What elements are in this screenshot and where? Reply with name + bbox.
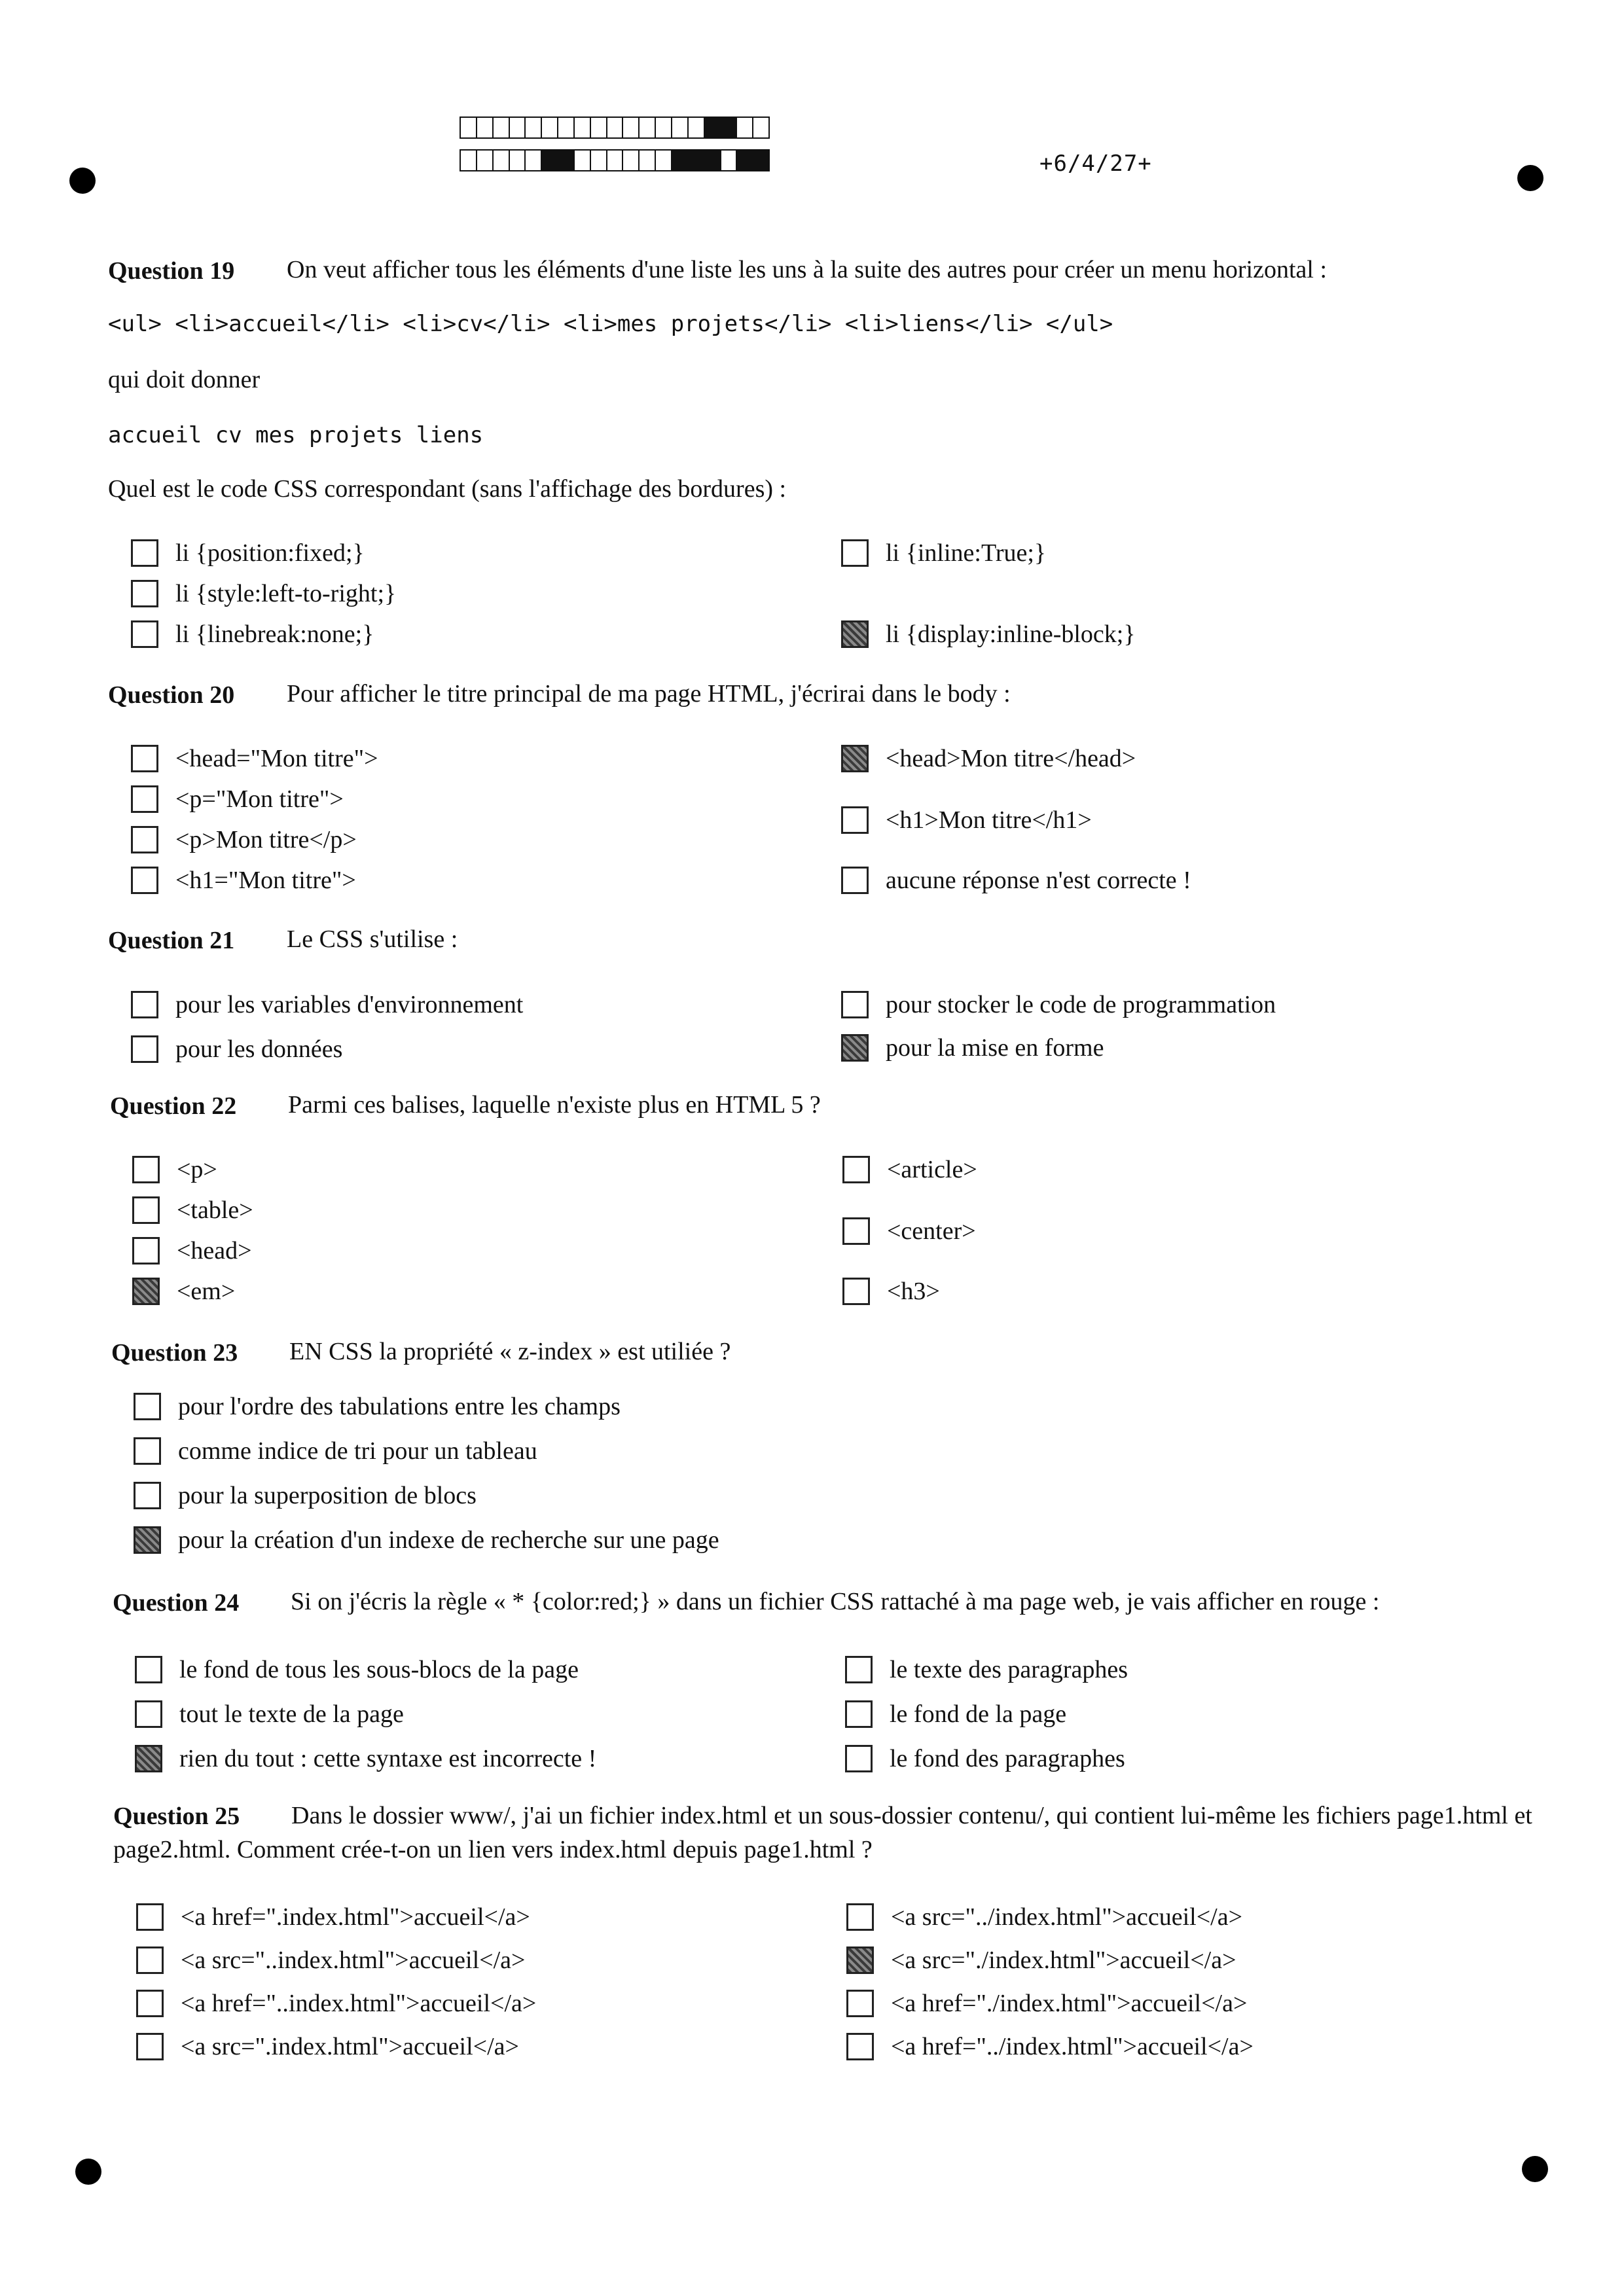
answer-option[interactable]: [846, 1945, 1236, 1975]
answer-option[interactable]: [131, 990, 523, 1020]
barcode-top-cell: [524, 117, 542, 139]
answer-option[interactable]: [135, 1744, 596, 1774]
option-label: pour stocker le code de programmation: [886, 991, 1276, 1018]
checkbox[interactable]: [841, 745, 869, 772]
barcode-top-cell: [590, 117, 607, 139]
barcode-bottom-cell: [573, 149, 591, 171]
checkbox[interactable]: [134, 1437, 161, 1465]
option-label: li {position:fixed;}: [175, 539, 365, 567]
barcode-top-cell: [509, 117, 526, 139]
checkbox[interactable]: [131, 826, 158, 853]
answer-option[interactable]: [842, 1276, 940, 1306]
checkbox[interactable]: [132, 1237, 160, 1265]
option-label: le fond de tous les sous-blocs de la page: [179, 1656, 579, 1683]
checkbox[interactable]: [841, 806, 869, 834]
option-label: <head>Mon titre</head>: [886, 745, 1136, 772]
answer-option[interactable]: [845, 1655, 1128, 1685]
option-label: tout le texte de la page: [179, 1700, 404, 1728]
answer-option[interactable]: [841, 744, 1136, 774]
question-text-middle: qui doit donner: [108, 366, 261, 393]
checkbox[interactable]: [131, 539, 158, 567]
option-label: <h1>Mon titre</h1>: [886, 806, 1092, 834]
checkbox[interactable]: [842, 1217, 870, 1245]
answer-option[interactable]: [845, 1744, 1125, 1774]
checkbox[interactable]: [136, 1903, 164, 1931]
answer-option[interactable]: [131, 619, 374, 649]
checkbox[interactable]: [136, 1946, 164, 1974]
answer-option[interactable]: [132, 1276, 235, 1306]
option-label: <p="Mon titre">: [175, 785, 344, 813]
checkbox[interactable]: [131, 991, 158, 1018]
barcode-top-cell: [720, 117, 738, 139]
answer-option[interactable]: [131, 579, 396, 609]
option-label: le fond des paragraphes: [890, 1745, 1125, 1772]
page-id: +6/4/27+: [1039, 151, 1152, 177]
answer-option[interactable]: [846, 1902, 1242, 1932]
answer-option[interactable]: [136, 1988, 536, 2018]
barcode-top-cell: [687, 117, 705, 139]
question-title: Question 24: [113, 1589, 240, 1617]
answer-option[interactable]: [841, 865, 1191, 895]
checkbox[interactable]: [136, 2033, 164, 2060]
barcode-bottom-cell: [704, 149, 721, 171]
barcode-bottom-cell: [752, 149, 770, 171]
checkbox[interactable]: [845, 1745, 873, 1772]
option-label: <a href="../index.html">accueil</a>: [891, 2033, 1254, 2060]
barcode-bottom-cell: [541, 149, 558, 171]
checkbox[interactable]: [842, 1156, 870, 1183]
barcode-top-cell: [638, 117, 656, 139]
option-label: le texte des paragraphes: [890, 1656, 1128, 1683]
corner-mark-bottom-right: [1522, 2156, 1548, 2182]
barcode-top-cell: [752, 117, 770, 139]
option-label: li {display:inline-block;}: [886, 620, 1136, 648]
answer-option[interactable]: [132, 1195, 253, 1225]
checkbox[interactable]: [132, 1156, 160, 1183]
barcode-top-cell: [704, 117, 721, 139]
barcode-top-cell: [476, 117, 494, 139]
answer-option[interactable]: [131, 784, 344, 814]
checkbox[interactable]: [846, 2033, 874, 2060]
checkbox[interactable]: [131, 867, 158, 894]
option-label: pour les variables d'environnement: [175, 991, 524, 1018]
option-label: pour la création d'un indexe de recherche sur une page: [178, 1526, 719, 1554]
question-text: Si on j'écris la règle « * {color:red;} » dans un fichier CSS rattaché à ma page web, je vais afficher en rouge :: [291, 1588, 1380, 1615]
answer-option[interactable]: [136, 1945, 525, 1975]
question-title: Question 23: [111, 1339, 238, 1367]
code-sample: <ul> <li>accueil</li> <li>cv</li> <li>mes projets</li> <li>liens</li> </ul>: [108, 311, 1113, 337]
checkbox[interactable]: [135, 1745, 162, 1772]
answer-option[interactable]: [131, 825, 357, 855]
barcode-bottom-cell: [509, 149, 526, 171]
barcode-top-cell: [622, 117, 640, 139]
question-text: On veut afficher tous les éléments d'une liste les uns à la suite des autres pour créer un menu horizontal :: [287, 256, 1327, 283]
barcode-top-cell: [541, 117, 558, 139]
option-label: pour les données: [175, 1035, 343, 1063]
answer-option[interactable]: [132, 1236, 252, 1266]
option-label: li {inline:True;}: [886, 539, 1047, 567]
option-label: <head="Mon titre">: [175, 745, 378, 772]
checkbox[interactable]: [132, 1196, 160, 1224]
answer-option[interactable]: [846, 1988, 1247, 2018]
barcode-row-top: [460, 117, 768, 141]
barcode-bottom-cell: [655, 149, 672, 171]
barcode-top-cell: [492, 117, 510, 139]
checkbox[interactable]: [135, 1700, 162, 1728]
option-label: <a src=".index.html">accueil</a>: [181, 2033, 519, 2060]
answer-option[interactable]: [842, 1155, 977, 1185]
answer-option[interactable]: [841, 538, 1046, 568]
checkbox[interactable]: [841, 991, 869, 1018]
checkbox[interactable]: [131, 1035, 158, 1063]
barcode-top-cell: [671, 117, 689, 139]
option-label: comme indice de tri pour un tableau: [178, 1437, 537, 1465]
checkbox[interactable]: [132, 1278, 160, 1305]
checkbox[interactable]: [841, 620, 869, 648]
barcode-top-cell: [573, 117, 591, 139]
barcode-row-bottom: [460, 149, 768, 174]
checkbox[interactable]: [134, 1482, 161, 1509]
answer-option[interactable]: [132, 1155, 217, 1185]
option-label: rien du tout : cette syntaxe est incorrecte !: [179, 1745, 597, 1772]
question-text: EN CSS la propriété « z-index » est utiliée ?: [289, 1338, 731, 1365]
answer-option[interactable]: [841, 1033, 1104, 1063]
question-text: Pour afficher le titre principal de ma page HTML, j'écrirai dans le body :: [287, 680, 1011, 708]
option-label: li {linebreak:none;}: [175, 620, 374, 648]
answer-option[interactable]: [134, 1525, 719, 1555]
option-label: <em>: [177, 1278, 236, 1305]
option-label: pour la mise en forme: [886, 1034, 1104, 1062]
checkbox[interactable]: [134, 1393, 161, 1420]
checkbox[interactable]: [131, 785, 158, 813]
answer-option[interactable]: [841, 805, 1092, 835]
checkbox[interactable]: [846, 1990, 874, 2017]
checkbox[interactable]: [136, 1990, 164, 2017]
option-label: le fond de la page: [890, 1700, 1067, 1728]
barcode-top-cell: [736, 117, 753, 139]
option-label: li {style:left-to-right;}: [175, 580, 397, 607]
option-label: pour la superposition de blocs: [178, 1482, 477, 1509]
option-label: <a src="../index.html">accueil</a>: [891, 1903, 1243, 1931]
option-label: <h1="Mon titre">: [175, 867, 356, 894]
corner-mark-bottom-left: [75, 2159, 101, 2185]
corner-mark-top-left: [69, 168, 96, 194]
corner-mark-top-right: [1517, 165, 1543, 191]
barcode-bottom-cell: [524, 149, 542, 171]
answer-option[interactable]: [841, 619, 1136, 649]
barcode-top-cell: [460, 117, 477, 139]
question-text: Le CSS s'utilise :: [287, 925, 458, 953]
answer-option[interactable]: [135, 1655, 579, 1685]
checkbox[interactable]: [842, 1278, 870, 1305]
option-label: <a href="..index.html">accueil</a>: [181, 1990, 537, 2017]
checkbox[interactable]: [845, 1700, 873, 1728]
answer-option[interactable]: [845, 1699, 1066, 1729]
question-prompt: Quel est le code CSS correspondant (sans l'affichage des bordures) :: [108, 475, 787, 503]
barcode-bottom-cell: [557, 149, 575, 171]
barcode-bottom-cell: [736, 149, 753, 171]
question-title: Question 22: [110, 1092, 237, 1120]
answer-option[interactable]: [134, 1436, 537, 1466]
answer-option[interactable]: [846, 2032, 1254, 2062]
option-label: <a src="..index.html">accueil</a>: [181, 1946, 526, 1974]
option-label: <p>: [177, 1156, 217, 1183]
option-label: <p>Mon titre</p>: [175, 826, 357, 853]
answer-option[interactable]: [842, 1216, 976, 1246]
answer-option[interactable]: [134, 1391, 621, 1422]
question-title: Question 25: [113, 1803, 240, 1830]
barcode-bottom-cell: [590, 149, 607, 171]
option-label: <h3>: [887, 1278, 940, 1305]
option-label: <a src="./index.html">accueil</a>: [891, 1946, 1236, 1974]
answer-option[interactable]: [131, 538, 365, 568]
code-output-sample: accueil cv mes projets liens: [108, 422, 484, 448]
barcode-bottom-cell: [606, 149, 624, 171]
question-title: Question 20: [108, 681, 235, 709]
barcode-top-cell: [655, 117, 672, 139]
answer-option[interactable]: [136, 1902, 530, 1932]
checkbox[interactable]: [135, 1656, 162, 1683]
barcode-top-cell: [557, 117, 575, 139]
answer-option[interactable]: [131, 1034, 342, 1064]
checkbox[interactable]: [841, 1034, 869, 1062]
option-label: <center>: [887, 1217, 976, 1245]
checkbox[interactable]: [131, 745, 158, 772]
barcode-bottom-cell: [720, 149, 738, 171]
barcode-bottom-cell: [460, 149, 477, 171]
option-label: <article>: [887, 1156, 977, 1183]
checkbox[interactable]: [845, 1656, 873, 1683]
checkbox[interactable]: [134, 1526, 161, 1554]
answer-option[interactable]: [135, 1699, 404, 1729]
barcode-bottom-cell: [687, 149, 705, 171]
checkbox[interactable]: [131, 580, 158, 607]
barcode-top-cell: [606, 117, 624, 139]
barcode-bottom-cell: [622, 149, 640, 171]
checkbox[interactable]: [841, 867, 869, 894]
question-text: Parmi ces balises, laquelle n'existe plus en HTML 5 ?: [288, 1091, 821, 1119]
checkbox[interactable]: [131, 620, 158, 648]
checkbox[interactable]: [841, 539, 869, 567]
barcode-bottom-cell: [671, 149, 689, 171]
option-label: <head>: [177, 1237, 252, 1265]
answer-option[interactable]: [131, 744, 378, 774]
answer-option[interactable]: [131, 865, 356, 895]
answer-option[interactable]: [841, 990, 1276, 1020]
option-label: aucune réponse n'est correcte !: [886, 867, 1191, 894]
option-label: <a href=".index.html">accueil</a>: [181, 1903, 530, 1931]
option-label: <table>: [177, 1196, 253, 1224]
barcode-bottom-cell: [492, 149, 510, 171]
question-text: [113, 1799, 1540, 1867]
barcode-bottom-cell: [638, 149, 656, 171]
option-label: pour l'ordre des tabulations entre les champs: [178, 1393, 621, 1420]
barcode-bottom-cell: [476, 149, 494, 171]
question-title: Question 19: [108, 257, 235, 285]
answer-option[interactable]: [134, 1480, 477, 1511]
question-text-body: Dans le dossier www/, j'ai un fichier index.html et un sous-dossier contenu/, qui contient lui-même les fichiers page1.html et page2.html. Comment crée-t-on un lien vers index.html depuis page1.html ?: [113, 1802, 1532, 1863]
option-label: <a href="./index.html">accueil</a>: [891, 1990, 1248, 2017]
checkbox[interactable]: [846, 1903, 874, 1931]
checkbox[interactable]: [846, 1946, 874, 1974]
answer-option[interactable]: [136, 2032, 519, 2062]
question-title: Question 21: [108, 927, 235, 954]
